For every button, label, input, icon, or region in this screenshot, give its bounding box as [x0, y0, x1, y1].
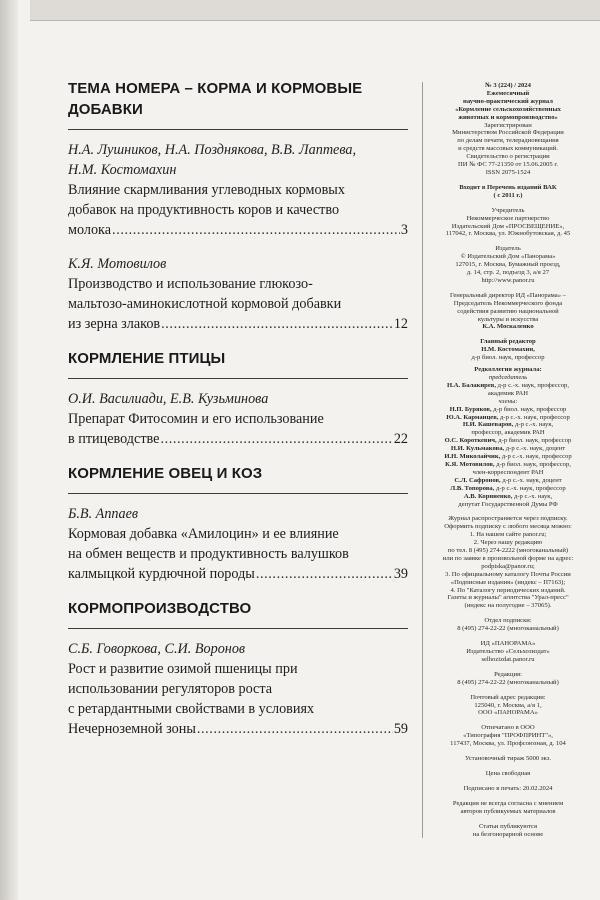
vak-line: ( с 2011 г.)	[493, 191, 523, 199]
section-title: КОРМЛЕНИЕ ОВЕЦ И КОЗ	[68, 465, 263, 482]
section-title: ДОБАВКИ	[68, 101, 143, 118]
board-members-label: члены:	[498, 397, 518, 405]
editor-degree: д-р биол. наук, профессор	[471, 354, 545, 362]
journal-line: научно-практический журнал	[463, 97, 553, 105]
board-member-line	[427, 437, 589, 445]
disclaimer	[427, 800, 589, 816]
registration-line: Свидетельство о регистрации	[466, 153, 550, 161]
registration-line: Зарегистрирован	[484, 121, 532, 129]
subscription-line: Газеты и журналы" агентства "Урал-пресс"	[447, 594, 569, 602]
board-member-line	[427, 453, 589, 461]
subscription-line: podpiska@panor.ru;	[481, 562, 535, 570]
subscription-line: 4. По "Каталогу периодических изданий.	[450, 586, 566, 594]
entry-title: Рост и развитие озимой пшеницы при	[68, 661, 298, 677]
founder-line: Учредитель	[491, 206, 525, 214]
board-member-name: Н.П. Буряков,	[449, 405, 492, 413]
table-of-contents	[68, 78, 408, 753]
toc-entry	[68, 140, 408, 240]
price: Цена свободная	[485, 769, 531, 777]
board-member-name: А.В. Корниенко,	[463, 492, 513, 500]
director-name: К.А. Москаленко	[482, 323, 534, 331]
board-member-degree: д-р с.-х. наук,	[513, 421, 554, 429]
page-number: 22	[393, 431, 408, 447]
director-line: культуры и искусства	[477, 315, 539, 323]
disclaimer-line: Редакция не всегда согласна с мнением	[452, 799, 564, 807]
toc-section	[68, 78, 408, 334]
registration-line: ISSN 2075-1524	[485, 168, 531, 176]
board-chair-line	[427, 382, 589, 390]
board-member-name: О.С. Короткевич,	[444, 437, 497, 445]
entry-title: молока	[68, 222, 112, 238]
vak-info	[427, 184, 589, 200]
board-member-line: член-корреспондент РАН	[472, 468, 544, 476]
toc-section	[68, 598, 408, 739]
entry-title: мальтозо-аминокислотной кормовой добавки	[68, 296, 342, 312]
board-member-line	[427, 493, 589, 501]
free-publication-line: Статьи публикуются	[478, 822, 537, 830]
section-divider	[68, 628, 408, 629]
entry-title: Кормовая добавка «Амилоцин» и ее влияние	[68, 526, 339, 542]
publisher-line: http://www.panor.ru	[481, 276, 535, 284]
subscription-line: по тел. 8 (495) 274-2222 (многоканальный)	[447, 547, 569, 555]
entry-title: на обмен веществ и продуктивность валушков	[68, 546, 349, 562]
free-publication-line: на безгонорарной основе	[472, 830, 544, 838]
entry-title: Влияние скармливания углеводных кормовых	[68, 182, 345, 198]
registration-line: по делам печати, телерадиовещания	[457, 137, 559, 145]
entry-title-last-line	[68, 719, 408, 739]
registration-line: Министерством Российской Федерации	[452, 129, 564, 137]
board-member-name: И.Н. Миколайчик,	[444, 453, 501, 461]
board-member-name: К.Я. Мотовилов,	[445, 460, 495, 468]
board-member-line	[427, 414, 589, 422]
panorama-line: ИД «ПАНОРАМА»	[480, 640, 536, 648]
entry-title: Нечерноземной зоны	[68, 721, 196, 737]
board-member-name: Н.И. Кашеваров,	[462, 421, 514, 429]
section-title: КОРМОПРОИЗВОДСТВО	[68, 600, 252, 617]
board-member-degree: д-р с.-х. наук, доцент	[504, 445, 566, 453]
subscription-info	[427, 515, 589, 610]
entry-title: добавок на продуктивность коров и качество	[68, 202, 340, 218]
director-info	[427, 292, 589, 324]
panorama-info	[427, 640, 589, 664]
subscription-line: «Подписные издания» (индекс – П7163);	[450, 578, 566, 586]
top-border	[30, 0, 600, 21]
entry-title: калмыцкой курдючной породы	[68, 566, 255, 582]
editor-label: Главный редактор	[480, 338, 536, 346]
toc-entry	[68, 389, 408, 449]
founder-line: 117042, г. Москва, ул. Южнобутовская, д. 45	[445, 230, 571, 238]
toc-entry	[68, 639, 408, 739]
director-line: Генеральный директор ИД «Панорама» –	[450, 291, 566, 299]
signed-date: Подписано в печать: 20.02.2024	[463, 784, 553, 792]
board-member-line	[427, 477, 589, 485]
sales-line: 8 (495) 274-22-22 (многоканальный)	[457, 625, 559, 633]
section-divider	[68, 378, 408, 379]
board-member-degree: д-р биол. наук, профессор	[496, 437, 572, 445]
registration-line: и средств массовых коммуникаций.	[458, 145, 558, 153]
registration-info	[427, 122, 589, 177]
board-member-degree: д-р с.-х. наук, доцент	[500, 476, 562, 484]
editor-name: Н.М. Костомахин,	[481, 346, 535, 354]
publisher-line: д. 14, стр. 2, подъезд 3, а/я 27	[466, 269, 550, 277]
board-member-line	[427, 406, 589, 414]
board-member-degree: д-р с.-х. наук, профессор,	[495, 381, 569, 389]
printing-line: Отпечатано в ООО	[481, 724, 535, 732]
toc-entry	[68, 504, 408, 584]
entry-authors: Б.В. Аппаев	[68, 506, 139, 522]
editorial-line: Редакция:	[494, 670, 522, 678]
director-line: Председатель Некоммерческого фонда	[453, 299, 563, 307]
vak-line: Входит в Перечень изданий ВАК	[459, 183, 557, 191]
publisher-line: Издатель	[495, 245, 521, 253]
board-chair	[427, 382, 589, 398]
registration-line: ПИ № ФС 77-21350 от 15.06.2005 г.	[458, 161, 558, 169]
subscription-line: или по заявке в произвольной форме на адрес:	[442, 554, 574, 562]
board-member-line: депутат Государственной Думы РФ	[458, 500, 558, 508]
entry-authors: Н.М. Костомахин	[68, 162, 177, 178]
board-member-name: Н.А. Балакирев,	[447, 381, 496, 389]
entry-authors: Н.А. Лушников, Н.А. Позднякова, В.В. Лаптева,	[68, 142, 357, 158]
issue-number: № 3 (224) / 2024	[485, 82, 531, 89]
board-member-name: Н.И. Кульмакова,	[450, 445, 505, 453]
publisher-line: 127015, г. Москва, Бумажный проезд,	[455, 261, 561, 269]
entry-authors: С.Б. Говоркова, С.И. Воронов	[68, 641, 246, 657]
board-member-line	[427, 461, 589, 469]
subscription-line: 3. По официальному каталогу Почты России	[445, 570, 571, 578]
board-member-line	[427, 421, 589, 429]
toc-section	[68, 348, 408, 449]
board-label: Редколлегия журнала:	[474, 366, 542, 374]
journal-line: животных и кормопроизводство»	[458, 113, 558, 121]
subscription-line: 2. Через нашу редакцию	[473, 539, 543, 547]
dot-leader	[160, 429, 392, 449]
board-member-degree: д-р биол. наук, профессор	[491, 405, 567, 413]
section-divider	[68, 129, 408, 130]
dot-leader	[161, 314, 393, 334]
disclaimer-line: авторов публикуемых материалов	[460, 807, 556, 815]
founder-line: Некоммерческое партнерство	[466, 214, 550, 222]
printing-line: 117437, Москва, ул. Профсоюзная, д. 104	[450, 740, 566, 748]
board-member-degree: д-р биол. наук, профессор,	[494, 460, 571, 468]
free-publication	[427, 823, 589, 839]
subscription-line: (индекс на полугодие – 37065).	[464, 602, 552, 610]
section-divider	[68, 493, 408, 494]
entry-authors: К.Я. Мотовилов	[68, 256, 167, 272]
page-number: 39	[393, 566, 408, 582]
editorial-line: 8 (495) 274-22-22 (многоканальный)	[457, 678, 559, 686]
sales-info	[427, 617, 589, 633]
toc-entry	[68, 254, 408, 334]
section-title: ТЕМА НОМЕРА – КОРМА И КОРМОВЫЕ	[68, 80, 363, 97]
page-number: 59	[393, 721, 408, 737]
subscription-line: Оформить подписку с любого месяца можно:	[444, 523, 572, 531]
board-member-degree: д-р с.-х. наук,	[512, 492, 553, 500]
board-member-name: Ю.А. Карманцев,	[446, 413, 499, 421]
journal-line: Ежемесячный	[486, 89, 530, 97]
board-member-name: С.Л. Сафронов,	[454, 476, 501, 484]
director-line: содействия развитию национальной	[457, 307, 559, 315]
board-member-degree: д-р с.-х. наук, профессор	[494, 484, 566, 492]
subscription-line: Журнал распространяется через подписку.	[448, 515, 568, 523]
founder-info	[427, 207, 589, 239]
entry-authors: О.И. Василиади, Е.В. Кузьминова	[68, 391, 269, 407]
panorama-line: selhozizdat.panor.ru	[481, 655, 535, 663]
postal-line: 125040, г. Москва, а/я 1,	[474, 701, 542, 709]
entry-title: в птицеводстве	[68, 431, 160, 447]
printing-info	[427, 724, 589, 748]
printing-line: «Типография "ПРОФПРИНТ"»,	[463, 732, 553, 740]
entry-title: Производство и использование глюкозо-	[68, 276, 313, 292]
board-member-degree: д-р с.-х. наук, профессор	[498, 413, 570, 421]
entry-title-last-line	[68, 564, 408, 584]
page-number: 3	[400, 222, 408, 238]
entry-title-last-line	[68, 314, 408, 334]
sales-line: Отдел подписки:	[484, 617, 532, 625]
toc-section	[68, 463, 408, 584]
entry-title-last-line	[68, 429, 408, 449]
postal-line: Почтовый адрес редакции:	[470, 693, 546, 701]
page-binding-shadow	[0, 0, 18, 900]
board-chair-line: академик РАН	[487, 389, 529, 397]
entry-title: с ретардантными свойствами в условиях	[68, 701, 315, 717]
publisher-info	[427, 245, 589, 285]
postal-line: ООО «ПАНОРАМА»	[478, 709, 538, 717]
dot-leader	[197, 719, 393, 739]
entry-title: использовании регуляторов роста	[68, 681, 273, 697]
board-member-line: профессор, академик РАН	[471, 429, 545, 437]
section-title: КОРМЛЕНИЕ ПТИЦЫ	[68, 350, 226, 367]
dot-leader	[256, 564, 393, 584]
entry-title: Препарат Фитосомин и его использование	[68, 411, 324, 427]
page-number: 12	[393, 316, 408, 332]
board-member-line	[427, 445, 589, 453]
circulation: Установочный тираж 5000 экз.	[464, 755, 552, 763]
board-member-line	[427, 485, 589, 493]
dot-leader	[112, 220, 400, 240]
publisher-line: © Издательский Дом «Панорама»	[460, 253, 556, 261]
journal-line: «Кормление сельскохозяйственных	[455, 105, 561, 113]
board-member-name: Л.В. Топорова,	[450, 484, 495, 492]
board-chair-label: председатель	[488, 374, 528, 381]
editorial-phone	[427, 671, 589, 687]
entry-title: из зерна злаков	[68, 316, 161, 332]
subscription-line: 1. На нашем сайте panor.ru;	[469, 531, 547, 539]
panorama-line: Издательство «Сельхозиздат»	[466, 648, 550, 655]
board-member-degree: д-р с.-х. наук, профессор	[500, 453, 572, 461]
entry-title-last-line	[68, 220, 408, 240]
founder-line: Издательский Дом «ПРОСВЕЩЕНИЕ»,	[451, 222, 565, 230]
journal-description	[427, 90, 589, 122]
imprint-column	[422, 82, 589, 838]
postal-address	[427, 694, 589, 718]
board-members	[427, 406, 589, 509]
